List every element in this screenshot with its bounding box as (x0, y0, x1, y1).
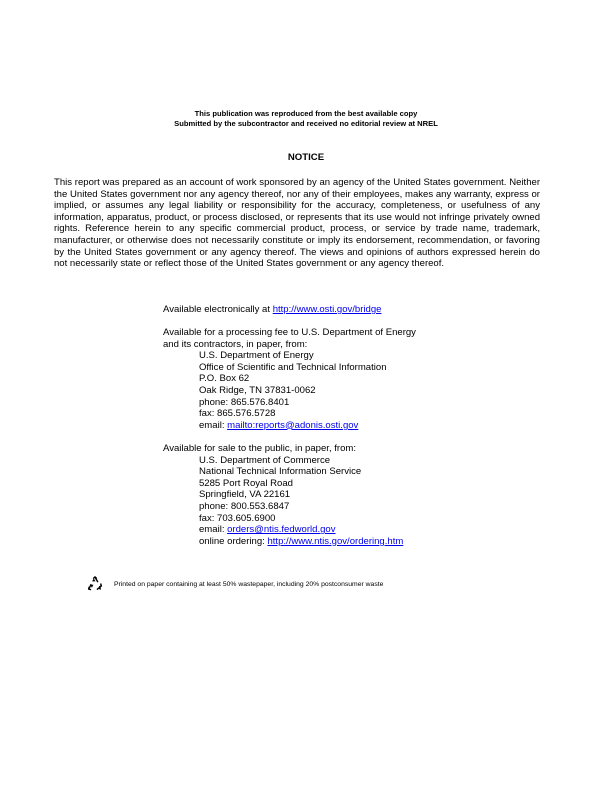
header-note-line1: This publication was reproduced from the best available copy (194, 109, 418, 118)
notice-title: NOTICE (287, 152, 325, 163)
electronic-prefix: Available electronically at (163, 304, 273, 315)
doe-org: U.S. Department of Energy (199, 350, 314, 362)
doc-street: 5285 Port Royal Road (199, 477, 293, 489)
doe-email-label: email: (199, 419, 228, 431)
osti-bridge-link[interactable]: http://www.osti.gov/bridge (272, 304, 382, 315)
ntis-email-link[interactable]: orders@ntis.fedworld.gov (227, 524, 336, 536)
availability-electronic (163, 304, 381, 316)
doc-ordering-label: online ordering: (199, 535, 268, 547)
footer (87, 576, 383, 592)
doc-phone: phone: 800.553.6847 (199, 500, 290, 512)
doc-org: U.S. Department of Commerce (199, 454, 331, 466)
doe-intro-line2: and its contractors, in paper, from: (163, 338, 308, 350)
doe-email-line (163, 420, 416, 432)
electronic-line (163, 304, 381, 316)
doe-email-link[interactable]: mailto:reports@adonis.osti.gov (227, 419, 359, 431)
doc-city: Springfield, VA 22161 (199, 489, 291, 501)
ntis-ordering-link[interactable]: http://www.ntis.gov/ordering.htm (267, 535, 404, 547)
doe-intro-line1: Available for a processing fee to U.S. Department of Energy (163, 327, 416, 338)
notice-paragraph: This report was prepared as an account of work sponsored by an agency of the United States government. Neither the United States government nor any agency thereof, nor any of their employees, makes any warranty, express or implied, or assumes any legal liability or responsibility for the accuracy, completeness, or usefulness of any information, apparatus, product, or process disclosed, or represents that its use would not infringe privately owned rights. Reference herein to any specific commercial product, process, or service by trade name, trademark, manufacturer, or otherwise does not necessarily constitute or imply its endorsement, recommendation, or favoring by the United States government or any agency thereof. The views and opinions of authors expressed herein do not necessarily state or reflect those of the United States government or any agency thereof. (54, 177, 540, 270)
doc-service: National Technical Information Service (199, 466, 362, 478)
doe-city: Oak Ridge, TN 37831-0062 (199, 384, 316, 396)
doe-office: Office of Scientific and Technical Information (199, 361, 387, 373)
doe-box: P.O. Box 62 (199, 373, 250, 385)
doc-email-line (163, 524, 403, 536)
header-note-line2: Submitted by the subcontractor and received no editorial review at NREL (174, 119, 438, 128)
doe-fax: fax: 865.576.5728 (199, 408, 276, 420)
doc-email-label: email: (199, 524, 228, 536)
doe-phone: phone: 865.576.8401 (199, 396, 290, 408)
notice-body (54, 177, 540, 270)
availability-doe (163, 327, 416, 431)
footer-text: Printed on paper containing at least 50% wastepaper, including 20% postconsumer waste (114, 580, 384, 588)
doc-ordering-line (163, 536, 403, 548)
doc-fax: fax: 703.605.6900 (199, 512, 276, 524)
availability-commerce (163, 443, 403, 547)
doc-intro: Available for sale to the public, in paper, from: (163, 443, 356, 454)
recycle-icon (87, 576, 103, 592)
